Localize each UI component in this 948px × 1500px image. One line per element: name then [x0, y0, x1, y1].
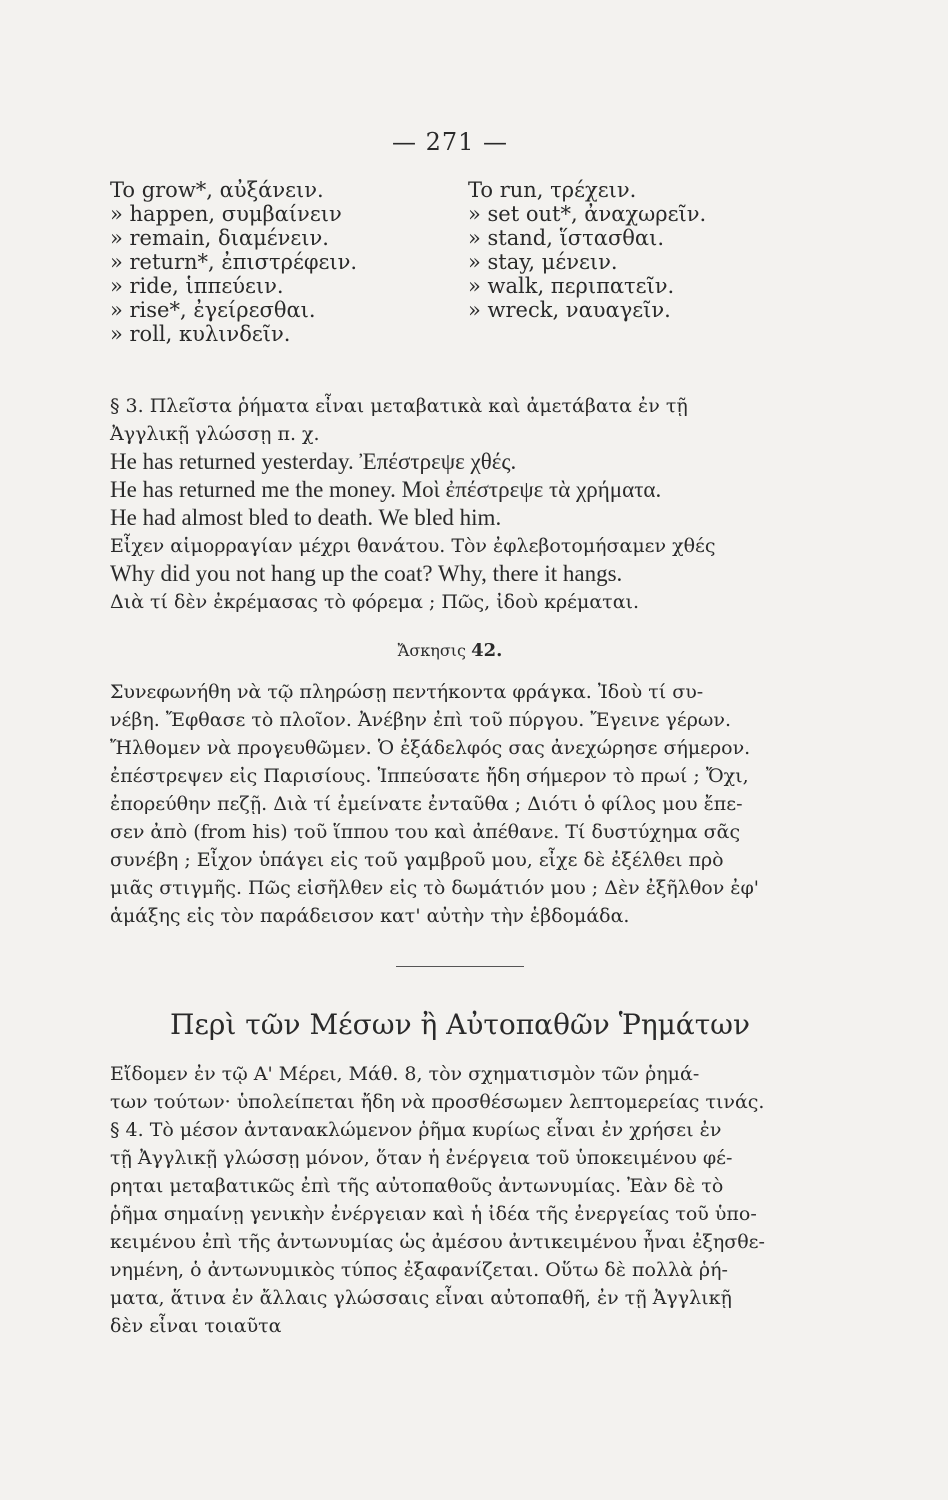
text-line: νέβη. Ἔφθασε τὸ πλοῖον. Ἀνέβην ἐπὶ τοῦ πύργου. Ἔγεινε γέρων.	[110, 709, 732, 731]
text-line: Συνεφωνήθη νὰ τῷ πληρώσῃ πεντήκοντα φράγκα. Ἰδοὺ τί συ-	[110, 681, 704, 703]
vocab-list-left	[110, 178, 357, 346]
intro-paragraph	[110, 1060, 810, 1116]
text-line: δὲν εἶναι τοιαῦτα	[110, 1315, 282, 1337]
exercise-title	[0, 640, 900, 661]
text-line: σεν ἀπὸ (from his) τοῦ ἵππου του καὶ ἀπέθανε. Τί δυστύχημα σᾶς	[110, 821, 741, 843]
vocab-item: » wreck, ναυαγεῖν.	[468, 298, 671, 322]
exercise-number: 42.	[471, 640, 503, 661]
vocab-item: » stand, ἵστασθαι.	[468, 226, 665, 250]
vocab-item: To grow*, αὐξάνειν.	[110, 178, 324, 202]
vocab-item: » rise*, ἐγείρεσθαι.	[110, 298, 316, 322]
text-line: μιᾶς στιγμῆς. Πῶς εἰσῆλθεν εἰς τὸ δωμάτιόν μου ; Δὲν ἐξῆλθον ἐφ'	[110, 877, 760, 899]
exercise-text	[110, 678, 810, 930]
text-line: ῥῆμα σημαίνῃ γενικὴν ἐνέργειαν καὶ ἡ ἰδέα τῆς ἐνεργείας τοῦ ὑπο-	[110, 1203, 757, 1225]
text-line: He has returned me the money. Μοὶ ἐπέστρεψε τὰ χρήματα.	[110, 477, 662, 502]
text-line: He has returned yesterday. Ἐπέστρεψε χθές.	[110, 449, 517, 474]
text-line: συνέβη ; Εἶχον ὑπάγει εἰς τοῦ γαμβροῦ μου, εἶχε δὲ ἐξέλθει πρὸ	[110, 849, 724, 871]
text-line: Διὰ τί δὲν ἐκρέμασας τὸ φόρεμα ; Πῶς, ἰδοὺ κρέμαται.	[110, 591, 640, 613]
vocab-item: » return*, ἐπιστρέφειν.	[110, 250, 358, 274]
chapter-heading: Περὶ τῶν Μέσων ἢ Αὐτοπαθῶν Ῥημάτων	[169, 1008, 751, 1041]
vocab-item: To run, τρέχειν.	[468, 178, 637, 202]
section-4	[110, 1116, 810, 1340]
text-line: § 3. Πλεῖστα ῥήματα εἶναι μεταβατικὰ καὶ ἀμετάβατα ἐν τῇ	[110, 395, 688, 417]
text-line: Εἴδομεν ἐν τῷ Α' Μέρει, Μάθ. 8, τὸν σχηματισμὸν τῶν ῥημά-	[110, 1063, 700, 1085]
vocab-item: » set out*, ἀναχωρεῖν.	[468, 202, 707, 226]
text-line: ἁμάξης εἰς τὸν παράδεισον κατ' αὐτὴν τὴν ἑβδομάδα.	[110, 905, 630, 927]
text-line: κειμένου ἐπὶ τῆς ἀντωνυμίας ὡς ἀμέσου ἀντικειμένου ἦναι ἐξησθε-	[110, 1231, 765, 1253]
text-line: των τούτων· ὑπολείπεται ἤδη νὰ προσθέσωμεν λεπτομερείας τινάς.	[110, 1091, 765, 1113]
section-3	[110, 392, 810, 616]
vocab-item: » walk, περιπατεῖν.	[468, 274, 675, 298]
vocab-item: » remain, διαμένειν.	[110, 226, 329, 250]
vocab-item: » stay, μένειν.	[468, 250, 618, 274]
text-line: Ἤλθομεν νὰ προγευθῶμεν. Ὁ ἐξάδελφός σας ἀνεχώρησε σήμερον.	[110, 737, 751, 759]
text-line: ματα, ἅτινα ἐν ἄλλαις γλώσσαις εἶναι αὐτοπαθῆ, ἐν τῇ Ἀγγλικῇ	[110, 1287, 732, 1309]
vocab-list-right	[468, 178, 706, 322]
text-line: He had almost bled to death. We bled him.	[110, 505, 502, 530]
vocab-item: » roll, κυλινδεῖν.	[110, 322, 291, 346]
section-divider	[396, 966, 524, 967]
text-line: ἐπέστρεψεν εἰς Παρισίους. Ἱππεύσατε ἤδη σήμερον τὸ πρωί ; Ὄχι,	[110, 765, 749, 787]
page-number: — 271 —	[391, 128, 509, 156]
vocab-item: » happen, συμβαίνειν	[110, 202, 342, 226]
text-line: ρηται μεταβατικῶς ἐπὶ τῆς αὐτοπαθοῦς ἀντωνυμίας. Ἐὰν δὲ τὸ	[110, 1175, 724, 1197]
text-line: Ἀγγλικῇ γλώσσῃ π. χ.	[110, 423, 320, 445]
text-line: τῇ Ἀγγλικῇ γλώσσῃ μόνον, ὅταν ἡ ἐνέργεια τοῦ ὑποκειμένου φέ-	[110, 1147, 733, 1169]
text-line: ἐπορεύθην πεζῇ. Διὰ τί ἐμείνατε ἐνταῦθα ; Διότι ὁ φίλος μου ἔπε-	[110, 793, 743, 815]
text-line: Εἶχεν αἱμορραγίαν μέχρι θανάτου. Τὸν ἐφλεβοτομήσαμεν χθές	[110, 535, 716, 557]
vocab-item: » ride, ἱππεύειν.	[110, 274, 284, 298]
text-line: νημένη, ὁ ἀντωνυμικὸς τύπος ἐξαφανίζεται. Οὕτω δὲ πολλὰ ῥή-	[110, 1259, 728, 1281]
text-line: Why did you not hang up the coat? Why, there it hangs.	[110, 561, 623, 586]
exercise-label: Ἄσκησις	[397, 641, 466, 660]
text-line: § 4. Τὸ μέσον ἀντανακλώμενον ῥῆμα κυρίως εἶναι ἐν χρήσει ἐν	[110, 1119, 722, 1141]
